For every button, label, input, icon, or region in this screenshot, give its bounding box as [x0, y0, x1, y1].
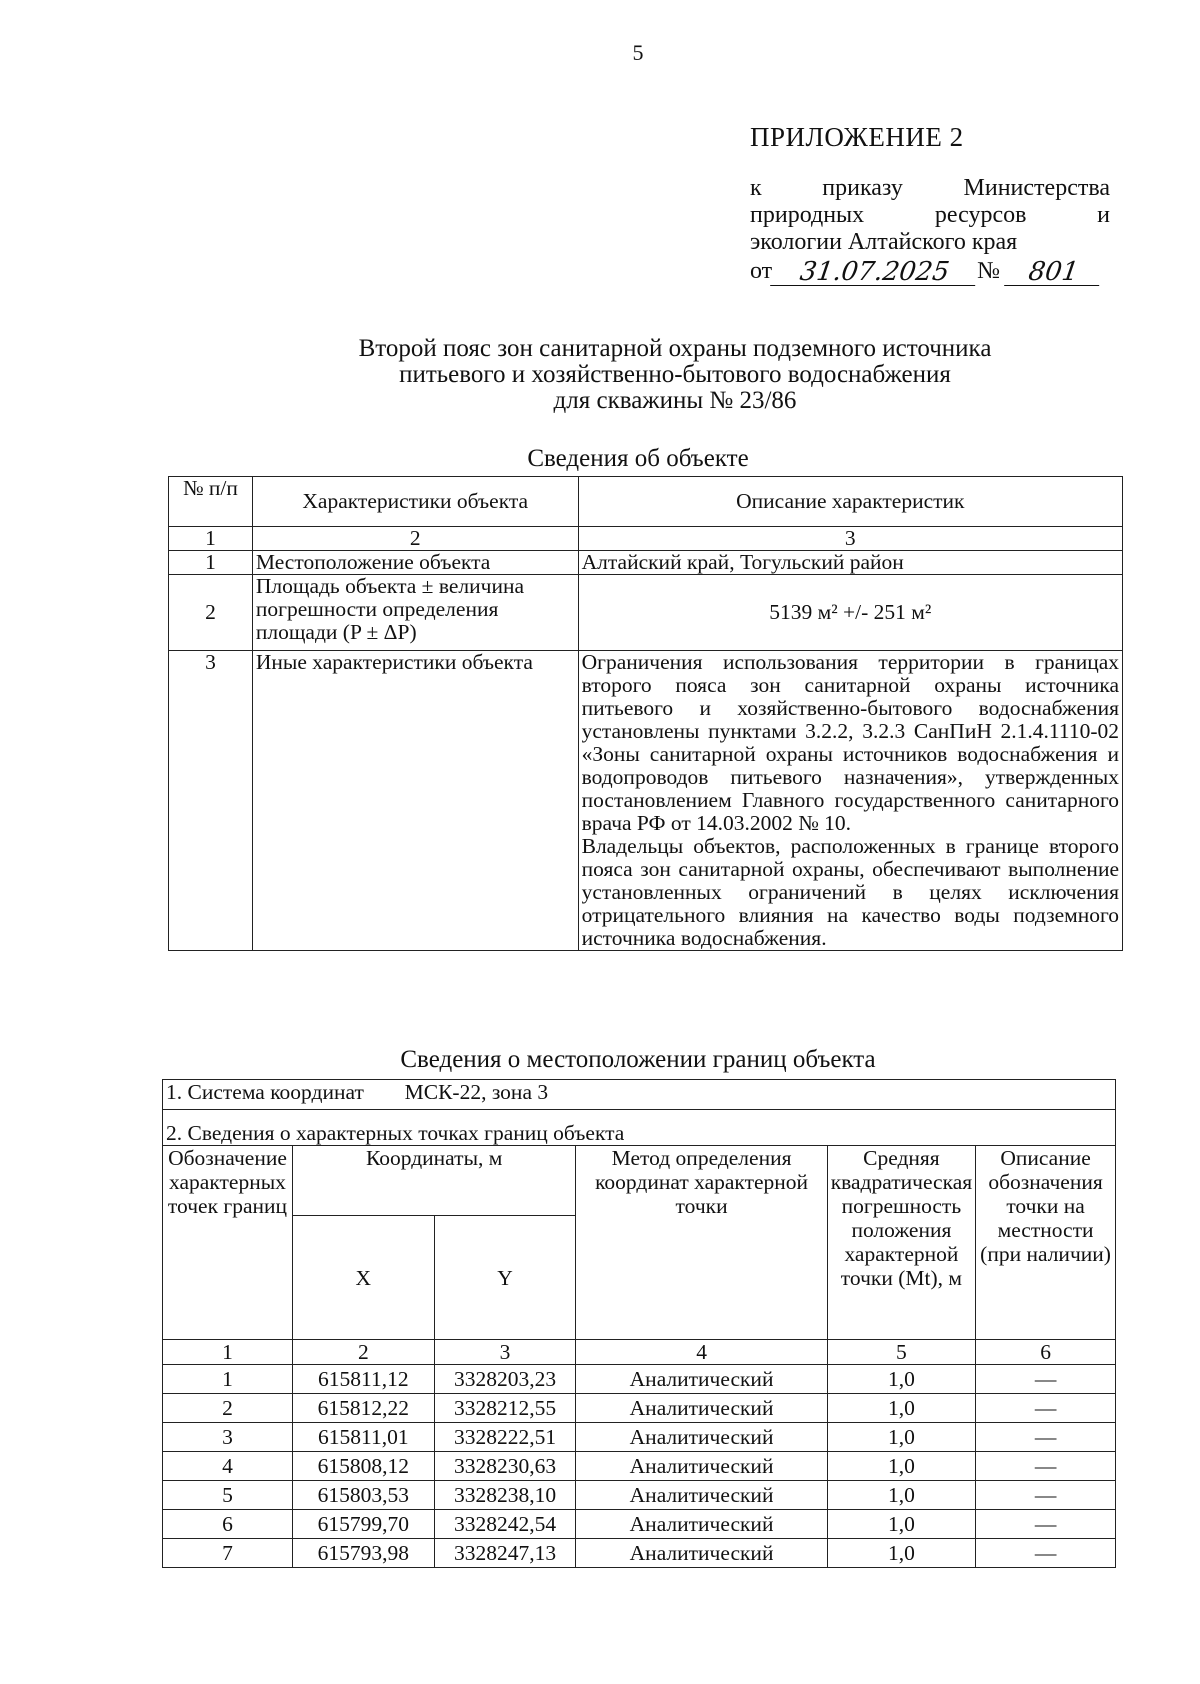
table-row	[169, 551, 1123, 575]
header-x: X	[292, 1216, 434, 1340]
appendix-block	[750, 122, 1110, 286]
header-num: № п/п	[169, 477, 253, 527]
header-method: Метод определения координат характерной точки	[576, 1146, 827, 1340]
row-num: 1	[169, 551, 253, 575]
table-row	[163, 1510, 1116, 1539]
appendix-line-1: к приказу Министерства	[750, 175, 1110, 201]
point-y: 3328242,54	[434, 1510, 576, 1539]
table-row	[163, 1365, 1116, 1394]
number-label: №	[977, 258, 1001, 284]
point-mt: 1,0	[827, 1481, 975, 1510]
point-method: Аналитический	[576, 1365, 827, 1394]
title-line-3: для скважины № 23/86	[553, 387, 797, 414]
location-info-heading: Сведения о местоположении границ объекта	[400, 1046, 876, 1073]
col-number-3: 3	[434, 1340, 576, 1365]
object-info-heading: Сведения об объекте	[527, 445, 749, 472]
row-value: Алтайский край, Тогульский район	[578, 551, 1122, 575]
col-number-1: 1	[169, 527, 253, 551]
col-number-2: 2	[292, 1340, 434, 1365]
col-number-1: 1	[163, 1340, 293, 1365]
point-method: Аналитический	[576, 1510, 827, 1539]
object-info-table	[168, 476, 1123, 951]
coordinate-system-row	[163, 1080, 1116, 1110]
document-title	[200, 336, 1150, 414]
row-name: Местоположение объекта	[252, 551, 578, 575]
table-row	[163, 1394, 1116, 1423]
col-number-4: 4	[576, 1340, 827, 1365]
point-marking: —	[976, 1510, 1116, 1539]
point-marking: —	[976, 1539, 1116, 1568]
owners-paragraph: Владельцы объектов, расположенных в границе второго пояса зон санитарной охраны, обеспечивают выполнение установленных ограничений в целях исключения отрицательного влияния на качество воды подземного источника водоснабжения.	[581, 834, 1119, 950]
row-name: Иные характеристики объекта	[252, 651, 578, 951]
table-row	[169, 651, 1123, 951]
title-line-1: Второй пояс зон санитарной охраны подземного источника	[358, 335, 992, 362]
title-line-2: питьевого и хозяйственно-бытового водоснабжения	[399, 361, 951, 388]
from-label: от	[750, 258, 773, 284]
point-id: 5	[163, 1481, 293, 1510]
point-id: 7	[163, 1539, 293, 1568]
handwritten-date: 31.07.2025	[770, 259, 979, 286]
point-y: 3328247,13	[434, 1539, 576, 1568]
row-value	[578, 651, 1122, 951]
handwritten-number: 801	[1004, 259, 1103, 286]
col-number-5: 5	[827, 1340, 975, 1365]
point-y: 3328203,23	[434, 1365, 576, 1394]
coordinate-system-value: МСК-22, зона 3	[404, 1080, 549, 1104]
point-x: 615799,70	[292, 1510, 434, 1539]
header-description: Описание характеристик	[578, 477, 1122, 527]
point-method: Аналитический	[576, 1452, 827, 1481]
point-method: Аналитический	[576, 1539, 827, 1568]
point-id: 3	[163, 1423, 293, 1452]
page-number: 5	[632, 40, 644, 65]
point-x: 615811,12	[292, 1365, 434, 1394]
appendix-title: ПРИЛОЖЕНИЕ 2	[750, 122, 964, 152]
row-value: 5139 м² +/- 251 м²	[578, 575, 1122, 651]
point-id: 2	[163, 1394, 293, 1423]
point-id: 6	[163, 1510, 293, 1539]
order-date-number-row	[750, 256, 1110, 286]
point-marking: —	[976, 1452, 1116, 1481]
header-coordinates: Координаты, м	[292, 1146, 575, 1216]
table-row	[163, 1481, 1116, 1510]
col-number-3: 3	[578, 527, 1122, 551]
point-x: 615812,22	[292, 1394, 434, 1423]
point-y: 3328222,51	[434, 1423, 576, 1452]
point-marking: —	[976, 1365, 1116, 1394]
point-marking: —	[976, 1394, 1116, 1423]
header-marking: Описание обозначения точки на местности (при наличии)	[976, 1146, 1116, 1340]
table-row	[163, 1539, 1116, 1568]
coordinate-system-label: 1. Система координат	[166, 1080, 364, 1104]
point-x: 615793,98	[292, 1539, 434, 1568]
point-marking: —	[976, 1423, 1116, 1452]
appendix-line-2: природных ресурсов и	[750, 202, 1110, 228]
table-row	[163, 1423, 1116, 1452]
row-num: 2	[169, 575, 253, 651]
table-row	[169, 575, 1123, 651]
col-number-6: 6	[976, 1340, 1116, 1365]
appendix-line-3: экологии Алтайского края	[750, 229, 1018, 255]
point-id: 4	[163, 1452, 293, 1481]
point-x: 615803,53	[292, 1481, 434, 1510]
point-method: Аналитический	[576, 1394, 827, 1423]
point-x: 615811,01	[292, 1423, 434, 1452]
location-info-table	[162, 1079, 1116, 1568]
row-num: 3	[169, 651, 253, 951]
point-mt: 1,0	[827, 1394, 975, 1423]
point-mt: 1,0	[827, 1539, 975, 1568]
point-mt: 1,0	[827, 1452, 975, 1481]
header-y: Y	[434, 1216, 576, 1340]
point-x: 615808,12	[292, 1452, 434, 1481]
point-mt: 1,0	[827, 1365, 975, 1394]
restrictions-paragraph: Ограничения использования территории в границах второго пояса зон санитарной охраны источника питьевого и хозяйственно-бытового водоснабжения установлены пунктами 3.2.2, 3.2.3 СанПиН 2.1.4.1110-02 «Зоны санитарной охраны источников водоснабжения и водопроводов питьевого назначения», утвержденных постановлением Главного государственного санитарного врача РФ от 14.03.2002 № 10.	[581, 650, 1119, 835]
header-characteristics: Характеристики объекта	[252, 477, 578, 527]
point-mt: 1,0	[827, 1423, 975, 1452]
point-method: Аналитический	[576, 1481, 827, 1510]
point-mt: 1,0	[827, 1510, 975, 1539]
point-y: 3328230,63	[434, 1452, 576, 1481]
point-y: 3328212,55	[434, 1394, 576, 1423]
point-method: Аналитический	[576, 1423, 827, 1452]
point-marking: —	[976, 1481, 1116, 1510]
points-heading: 2. Сведения о характерных точках границ объекта	[163, 1110, 1116, 1146]
row-name: Площадь объекта ± величина погрешности определения площади (P ± ΔP)	[252, 575, 578, 651]
point-id: 1	[163, 1365, 293, 1394]
header-designation: Обозначение характерных точек границ	[163, 1146, 293, 1340]
point-y: 3328238,10	[434, 1481, 576, 1510]
header-error: Средняя квадратическая погрешность положения характерной точки (Mt), м	[827, 1146, 975, 1340]
table-row	[163, 1452, 1116, 1481]
col-number-2: 2	[252, 527, 578, 551]
